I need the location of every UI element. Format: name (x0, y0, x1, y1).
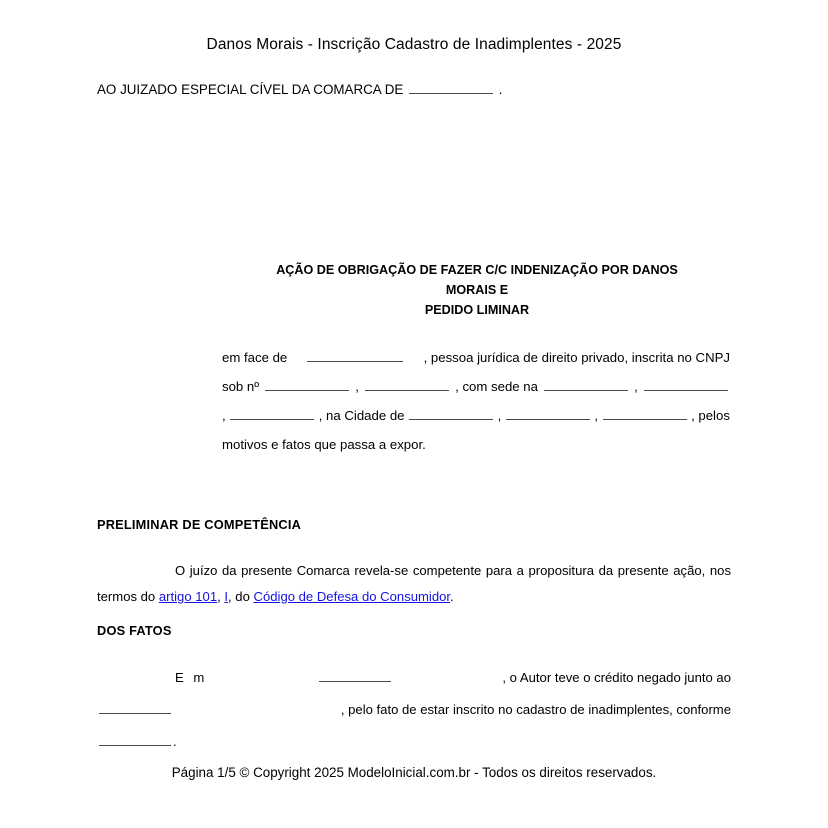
party-district-blank[interactable] (230, 408, 314, 420)
party-line-3 (222, 401, 730, 430)
party-address-blank[interactable] (544, 379, 628, 391)
fatos-date-blank[interactable] (319, 670, 391, 682)
party-cnpj-blank[interactable] (265, 379, 349, 391)
party-pelos: , pelos (691, 408, 730, 423)
fatos-text-1: , o Autor teve o crédito negado junto ao (502, 670, 731, 685)
party-identification-block (222, 343, 730, 459)
action-heading (222, 260, 732, 320)
addressee-period: . (498, 82, 503, 97)
fatos-text-3: . (173, 734, 177, 749)
fatos-line-3 (97, 726, 731, 758)
party-comma-1: , (355, 379, 359, 394)
party-legal-person-text: , pessoa jurídica de direito privado, inscrita no CNPJ (423, 350, 730, 365)
action-heading-line-3: PEDIDO LIMINAR (424, 303, 530, 317)
competencia-text-mid: , do (228, 589, 254, 604)
party-cnpj-label: sob nº (222, 379, 260, 394)
fatos-evidence-blank[interactable] (99, 734, 171, 746)
document-title: Danos Morais - Inscrição Cadastro de Inadimplentes - 2025 (206, 36, 622, 53)
section-heading-preliminar-de-competencia: PRELIMINAR DE COMPETÊNCIA (97, 517, 302, 532)
fatos-lead-em: E m (175, 670, 208, 685)
link-artigo-101[interactable]: artigo 101 (158, 589, 218, 604)
party-address-blank-2[interactable] (644, 379, 728, 391)
party-name-blank[interactable] (307, 350, 403, 362)
addressee-line (97, 82, 503, 97)
fatos-line-2 (97, 694, 731, 726)
fatos-creditor-blank[interactable] (99, 702, 171, 714)
paragraph-competencia (97, 558, 731, 610)
fatos-text-2: , pelo fato de estar inscrito no cadastro de inadimplentes, conforme (340, 702, 731, 717)
party-com-sede-na: , com sede na (455, 379, 538, 394)
party-line-1 (222, 343, 730, 372)
party-city-blank[interactable] (409, 408, 493, 420)
party-comma-2: , (634, 379, 638, 394)
party-comma-4: , (497, 408, 502, 423)
page-footer: Página 1/5 © Copyright 2025 ModeloInicial.com.br - Todos os direitos reservados. (171, 765, 657, 780)
competencia-separator-1: , (217, 589, 225, 604)
party-line-4: motivos e fatos que passa a expor. (222, 437, 426, 452)
party-line-2 (222, 372, 730, 401)
party-state-blank[interactable] (506, 408, 590, 420)
party-em-face-de: em face de (222, 350, 288, 365)
fatos-line-1 (97, 662, 731, 694)
action-heading-line-1: AÇÃO DE OBRIGAÇÃO DE FAZER C/C INDENIZAÇÃO POR DANOS (276, 263, 678, 277)
action-heading-line-2: MORAIS E (445, 283, 509, 297)
paragraph-dos-fatos (97, 662, 731, 758)
party-extra-blank-1[interactable] (365, 379, 449, 391)
party-comma-5: , (594, 408, 598, 423)
party-comma-3: , (222, 408, 226, 423)
addressee-blank-field[interactable] (409, 82, 493, 94)
party-zip-blank[interactable] (603, 408, 687, 420)
competencia-text-end: . (450, 589, 454, 604)
party-na-cidade-de: , na Cidade de (318, 408, 405, 423)
competencia-text-part-1: O juízo da presente Comarca revela-se competente para a propositura da presente ação, nos termos do (97, 563, 731, 604)
section-heading-dos-fatos: DOS FATOS (97, 623, 172, 638)
addressee-text: AO JUIZADO ESPECIAL CÍVEL DA COMARCA DE (97, 82, 404, 97)
link-inciso-i[interactable]: I (224, 589, 229, 604)
link-codigo-de-defesa-do-consumidor[interactable]: Código de Defesa do Consumidor (253, 589, 451, 604)
